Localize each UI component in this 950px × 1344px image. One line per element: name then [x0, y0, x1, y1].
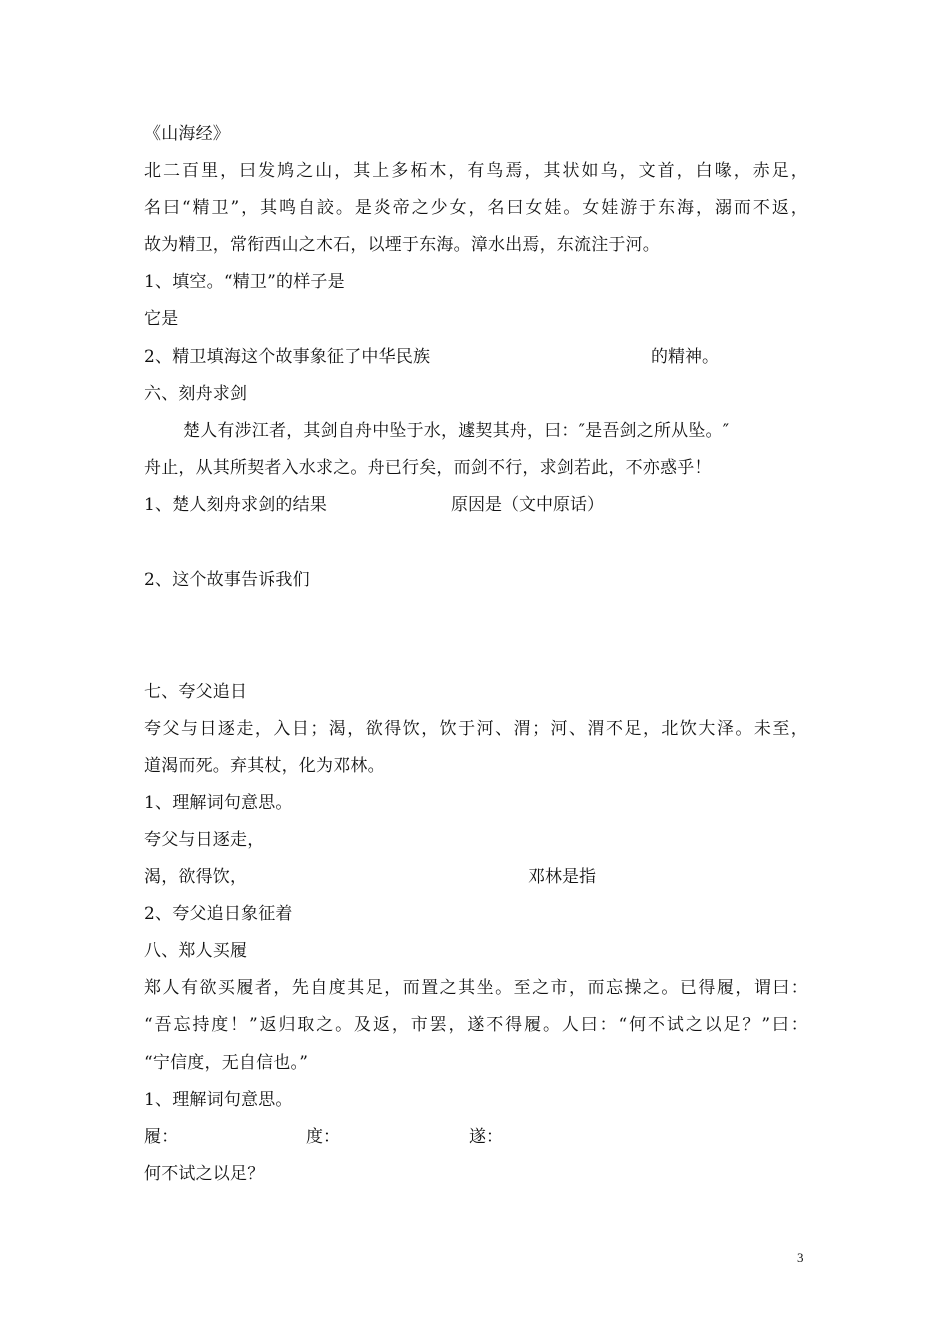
question-line: 2、精卫填海这个故事象征了中华民族: [144, 347, 431, 367]
page-number: 3: [797, 1250, 804, 1265]
passage-line: 故为精卫，常衔西山之木石，以堙于东海。漳水出焉，东流注于河。: [144, 235, 660, 255]
passage-line: 楚人有涉江者，其剑自舟中坠于水，遽契其舟，曰：″是吾剑之所从坠。″: [183, 421, 730, 441]
question-line: 1、填空。“精卫”的样子是: [144, 272, 345, 292]
passage-line: “宁信度，无自信也。”: [144, 1053, 309, 1073]
passage-line: 舟止，从其所契者入水求之。舟已行矣，而剑不行，求剑若此，不亦惑乎！: [144, 458, 712, 478]
question-line: 它是: [144, 309, 179, 329]
question-line: 1、理解词句意思。: [144, 793, 293, 813]
question-item: 渴，欲得饮，: [144, 867, 248, 887]
question-line: 2、夸父追日象征着: [144, 904, 293, 924]
question-item: 邓林是指: [528, 867, 596, 887]
vocab-item: 遂：: [469, 1127, 503, 1147]
passage-line: 道渴而死。弃其杖，化为邓林。: [144, 756, 385, 776]
question-line-end: 的精神。: [651, 347, 719, 367]
passage-line: “吾忘持度！”返归取之。及返，市罢，遂不得履。人曰：“何不试之以足？”曰：: [144, 1015, 808, 1035]
section-title-kuafu: 七、夸父追日: [144, 682, 248, 702]
question-line: 1、楚人刻舟求剑的结果: [144, 495, 328, 515]
vocab-item: 履：: [144, 1127, 179, 1147]
section-title-kezhou: 六、刻舟求剑: [144, 384, 248, 404]
passage-line: 夸父与日逐走，入日；渴，欲得饮，饮于河、渭；河、渭不足，北饮大泽。未至，: [144, 719, 808, 739]
passage-line: 郑人有欲买履者，先自度其足，而置之其坐。至之市，而忘操之。已得履，谓曰：: [144, 978, 808, 998]
question-line: 1、理解词句意思。: [144, 1090, 293, 1110]
section-title-zhengren: 八、郑人买履: [144, 941, 248, 961]
question-item: 夸父与日逐走，: [144, 830, 265, 850]
question-line: 何不试之以足？: [144, 1164, 265, 1184]
section-title-shanhaijing: 《山海经》: [144, 124, 230, 144]
passage-line: 名曰“精卫”，其鸣自詨。是炎帝之少女，名曰女娃。女娃游于东海，溺而不返，: [144, 198, 808, 218]
question-line: 2、这个故事告诉我们: [144, 570, 310, 590]
question-line-part: 原因是（文中原话）: [451, 495, 604, 515]
vocab-item: 度：: [306, 1127, 340, 1147]
passage-line: 北二百里，曰发鸠之山，其上多柘木，有鸟焉，其状如乌，文首，白喙，赤足，: [144, 161, 808, 181]
